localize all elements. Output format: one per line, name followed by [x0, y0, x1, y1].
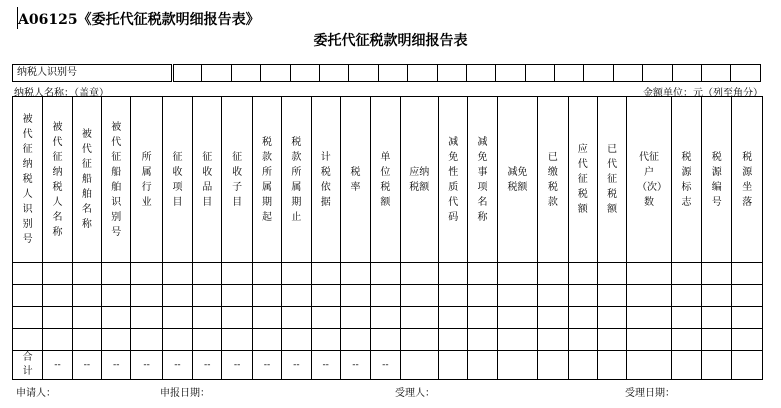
- total-placeholder-cell: [371, 351, 400, 380]
- taxpayer-id-cell[interactable]: [438, 64, 467, 82]
- taxpayer-id-cell[interactable]: [496, 64, 525, 82]
- table-cell[interactable]: [371, 307, 400, 329]
- table-cell[interactable]: [468, 329, 497, 351]
- column-header: [131, 97, 162, 263]
- total-placeholder-cell: [43, 351, 72, 380]
- total-cell: [538, 351, 568, 380]
- column-header: [497, 97, 537, 263]
- table-cell[interactable]: [193, 285, 222, 307]
- table-cell[interactable]: [222, 329, 252, 351]
- table-cell[interactable]: [72, 263, 101, 285]
- table-cell[interactable]: [102, 307, 131, 329]
- table-cell[interactable]: [671, 329, 701, 351]
- table-cell[interactable]: [252, 263, 281, 285]
- column-header-label: 代征户（次）数: [637, 151, 667, 208]
- column-header: [340, 97, 370, 263]
- total-placeholder: --: [83, 360, 91, 370]
- column-header: [311, 97, 340, 263]
- column-header-label: 计税依据: [320, 151, 331, 208]
- table-cell[interactable]: [732, 307, 763, 329]
- table-cell[interactable]: [732, 329, 763, 351]
- column-header: [400, 97, 438, 263]
- table-cell[interactable]: [311, 307, 340, 329]
- table-cell[interactable]: [597, 285, 626, 307]
- table-row: [13, 263, 763, 285]
- total-placeholder: --: [322, 360, 329, 370]
- table-cell[interactable]: [131, 329, 162, 351]
- total-placeholder: --: [352, 360, 359, 370]
- column-header-label: 应纳税额: [409, 166, 430, 193]
- table-row: [13, 285, 763, 307]
- table-cell[interactable]: [468, 285, 497, 307]
- table-cell[interactable]: [538, 263, 568, 285]
- table-row: [13, 329, 763, 351]
- table-cell[interactable]: [702, 307, 732, 329]
- table-cell[interactable]: [568, 329, 597, 351]
- column-header-label: 税源坐落: [742, 151, 753, 208]
- table-cell[interactable]: [282, 263, 311, 285]
- table-cell[interactable]: [340, 307, 370, 329]
- table-cell[interactable]: [671, 263, 701, 285]
- table-cell[interactable]: [671, 307, 701, 329]
- column-header: [732, 97, 763, 263]
- taxpayer-id-cells: [173, 64, 761, 82]
- total-cell: [671, 351, 701, 380]
- column-header: [102, 97, 131, 263]
- table-cell[interactable]: [43, 307, 72, 329]
- table-cell[interactable]: [162, 285, 192, 307]
- taxpayer-id-cell[interactable]: [408, 64, 437, 82]
- table-cell[interactable]: [468, 307, 497, 329]
- column-header-label: 应代征税额: [577, 144, 588, 215]
- table-row: [13, 307, 763, 329]
- total-placeholder-cell: [282, 351, 311, 380]
- table-cell[interactable]: [732, 263, 763, 285]
- total-placeholder: --: [54, 360, 61, 370]
- table-cell[interactable]: [568, 285, 597, 307]
- taxpayer-id-cell[interactable]: [614, 64, 643, 82]
- table-cell[interactable]: [400, 285, 438, 307]
- table-cell[interactable]: [311, 329, 340, 351]
- total-cell: [627, 351, 672, 380]
- total-row: [13, 351, 763, 380]
- total-cell: [497, 351, 537, 380]
- table-cell[interactable]: [568, 307, 597, 329]
- taxpayer-id-row: [12, 64, 762, 82]
- table-cell[interactable]: [13, 329, 43, 351]
- column-header: [371, 97, 400, 263]
- table-cell[interactable]: [102, 285, 131, 307]
- table-cell[interactable]: [627, 307, 672, 329]
- table-cell[interactable]: [193, 263, 222, 285]
- table-cell[interactable]: [311, 285, 340, 307]
- table-cell[interactable]: [131, 263, 162, 285]
- table-cell[interactable]: [222, 307, 252, 329]
- table-cell[interactable]: [627, 329, 672, 351]
- column-header-label: 税率: [350, 166, 361, 193]
- taxpayer-id-cell[interactable]: [702, 64, 731, 82]
- column-header-label: 征收子目: [232, 151, 243, 208]
- table-cell[interactable]: [162, 307, 192, 329]
- column-header-label: 征收项目: [172, 151, 183, 208]
- table-header-row: [13, 97, 763, 263]
- table-cell[interactable]: [538, 285, 568, 307]
- column-header: [13, 97, 43, 263]
- taxpayer-id-cell[interactable]: [261, 64, 290, 82]
- document-code: A06125《委托代征税款明细报告表》: [18, 12, 260, 28]
- table-cell[interactable]: [13, 307, 43, 329]
- total-cell: [568, 351, 597, 380]
- page-title: 委托代征税款明细报告表: [313, 33, 468, 49]
- taxpayer-id-label: 纳税人识别号: [12, 64, 172, 82]
- column-header-label: 已缴税款: [547, 151, 558, 208]
- table-cell[interactable]: [43, 263, 72, 285]
- total-label: 合计: [22, 352, 33, 377]
- taxpayer-id-cell[interactable]: [320, 64, 349, 82]
- column-header: [252, 97, 281, 263]
- column-header-label: 被代征纳税人名称: [52, 121, 63, 238]
- column-header: [702, 97, 732, 263]
- table-cell[interactable]: [72, 307, 101, 329]
- column-header: [282, 97, 311, 263]
- total-placeholder-cell: [162, 351, 192, 380]
- column-header: [72, 97, 101, 263]
- total-cell: [439, 351, 468, 380]
- column-header-label: 征收品目: [202, 151, 213, 208]
- total-placeholder: --: [174, 360, 181, 370]
- total-placeholder: --: [143, 360, 150, 370]
- column-header-label: 税源编号: [711, 151, 722, 208]
- column-header: [193, 97, 222, 263]
- total-placeholder-cell: [193, 351, 222, 380]
- table-cell[interactable]: [371, 329, 400, 351]
- total-label-cell: [13, 351, 43, 380]
- taxpayer-id-cell[interactable]: [379, 64, 408, 82]
- table-cell[interactable]: [371, 263, 400, 285]
- total-placeholder: --: [233, 360, 241, 370]
- table-cell[interactable]: [627, 263, 672, 285]
- table-cell[interactable]: [340, 285, 370, 307]
- taxpayer-id-cell[interactable]: [555, 64, 584, 82]
- table-cell[interactable]: [400, 329, 438, 351]
- column-header-label: 被代征船舶名称: [81, 129, 92, 230]
- table-cell[interactable]: [538, 307, 568, 329]
- table-cell[interactable]: [702, 263, 732, 285]
- taxpayer-id-cell[interactable]: [173, 64, 202, 82]
- column-header: [43, 97, 72, 263]
- total-placeholder-cell: [72, 351, 101, 380]
- column-header-label: 已代征税额: [607, 144, 618, 215]
- taxpayer-id-cell[interactable]: [467, 64, 496, 82]
- table-cell[interactable]: [102, 263, 131, 285]
- total-cell: [597, 351, 626, 380]
- column-header-label: 税款所属期起: [262, 136, 272, 223]
- taxpayer-id-cell[interactable]: [232, 64, 261, 82]
- table-cell[interactable]: [468, 263, 497, 285]
- report-table: [12, 96, 763, 380]
- table-cell[interactable]: [597, 307, 626, 329]
- column-header-label: 减免性质代码: [448, 136, 459, 223]
- table-cell[interactable]: [222, 285, 252, 307]
- table-cell[interactable]: [732, 285, 763, 307]
- table-cell[interactable]: [43, 329, 72, 351]
- table-cell[interactable]: [439, 307, 468, 329]
- table-cell[interactable]: [497, 329, 537, 351]
- taxpayer-id-cell[interactable]: [584, 64, 613, 82]
- table-cell[interactable]: [222, 263, 252, 285]
- table-cell[interactable]: [282, 329, 311, 351]
- table-cell[interactable]: [131, 307, 162, 329]
- table-cell[interactable]: [497, 285, 537, 307]
- total-placeholder-cell: [131, 351, 162, 380]
- table-cell[interactable]: [131, 285, 162, 307]
- taxpayer-id-cell[interactable]: [291, 64, 320, 82]
- total-cell: [400, 351, 438, 380]
- table-cell[interactable]: [439, 329, 468, 351]
- apply-date-label: 申报日期：: [160, 388, 210, 399]
- table-cell[interactable]: [43, 285, 72, 307]
- table-cell[interactable]: [597, 263, 626, 285]
- table-cell[interactable]: [671, 285, 701, 307]
- table-cell[interactable]: [72, 329, 101, 351]
- table-cell[interactable]: [13, 263, 43, 285]
- column-header-label: 单位税额: [380, 151, 391, 208]
- total-placeholder-cell: [102, 351, 131, 380]
- column-header: [568, 97, 597, 263]
- table-cell[interactable]: [400, 263, 438, 285]
- table-cell[interactable]: [102, 329, 131, 351]
- column-header-label: 被代征船舶识别号: [111, 121, 122, 238]
- column-header-label: 减免事项名称: [477, 136, 488, 223]
- receive-date-label: 受理日期：: [625, 388, 675, 399]
- total-placeholder-cell: [340, 351, 370, 380]
- taxpayer-id-cell[interactable]: [643, 64, 672, 82]
- column-header-label: 被代征纳税人识别号: [22, 114, 33, 245]
- table-cell[interactable]: [282, 285, 311, 307]
- column-header-label: 税款所属期止: [291, 136, 302, 223]
- table-cell[interactable]: [702, 329, 732, 351]
- table-cell[interactable]: [340, 329, 370, 351]
- total-placeholder: --: [293, 360, 300, 370]
- table-cell[interactable]: [252, 329, 281, 351]
- column-header: [627, 97, 672, 263]
- table-cell[interactable]: [371, 285, 400, 307]
- column-header: [538, 97, 568, 263]
- taxpayer-id-cell[interactable]: [731, 64, 760, 82]
- total-cell: [732, 351, 763, 380]
- table-cell[interactable]: [400, 307, 438, 329]
- column-header-label: 税源标志: [681, 151, 692, 208]
- table-cell[interactable]: [311, 263, 340, 285]
- table-cell[interactable]: [340, 263, 370, 285]
- table-cell[interactable]: [162, 263, 192, 285]
- table-cell[interactable]: [162, 329, 192, 351]
- total-placeholder: --: [112, 360, 120, 370]
- table-cell[interactable]: [497, 263, 537, 285]
- taxpayer-id-cell[interactable]: [202, 64, 231, 82]
- column-header: [597, 97, 626, 263]
- table-cell[interactable]: [538, 329, 568, 351]
- taxpayer-id-cell[interactable]: [673, 64, 702, 82]
- applicant-label: 申请人：: [16, 388, 56, 399]
- taxpayer-id-cell[interactable]: [349, 64, 378, 82]
- total-cell: [468, 351, 497, 380]
- taxpayer-id-cell[interactable]: [526, 64, 555, 82]
- taxpayer-name-label: 纳税人名称：（盖章）: [14, 88, 109, 99]
- column-header: [439, 97, 468, 263]
- total-placeholder-cell: [311, 351, 340, 380]
- table-cell[interactable]: [627, 285, 672, 307]
- total-placeholder-cell: [252, 351, 281, 380]
- amount-unit-label: 金额单位：元（列至角分）: [643, 88, 763, 99]
- column-header: [468, 97, 497, 263]
- total-placeholder-cell: [222, 351, 252, 380]
- table-cell[interactable]: [702, 285, 732, 307]
- table-cell[interactable]: [193, 329, 222, 351]
- table-cell[interactable]: [72, 285, 101, 307]
- column-header: [671, 97, 701, 263]
- table-cell[interactable]: [439, 263, 468, 285]
- total-cell: [702, 351, 732, 380]
- table-cell[interactable]: [568, 263, 597, 285]
- column-header-label: 减免税额: [507, 166, 528, 193]
- column-header: [222, 97, 252, 263]
- table-cell[interactable]: [439, 285, 468, 307]
- total-placeholder: --: [382, 360, 389, 370]
- column-header: [162, 97, 192, 263]
- table-cell[interactable]: [597, 329, 626, 351]
- total-placeholder: --: [263, 360, 271, 370]
- total-placeholder: --: [204, 360, 211, 370]
- table-cell[interactable]: [282, 307, 311, 329]
- table-cell[interactable]: [252, 307, 281, 329]
- receiver-label: 受理人：: [395, 388, 435, 399]
- table-cell[interactable]: [252, 285, 281, 307]
- table-cell[interactable]: [497, 307, 537, 329]
- column-header-label: 所属行业: [141, 151, 152, 208]
- table-cell[interactable]: [193, 307, 222, 329]
- table-cell[interactable]: [13, 285, 43, 307]
